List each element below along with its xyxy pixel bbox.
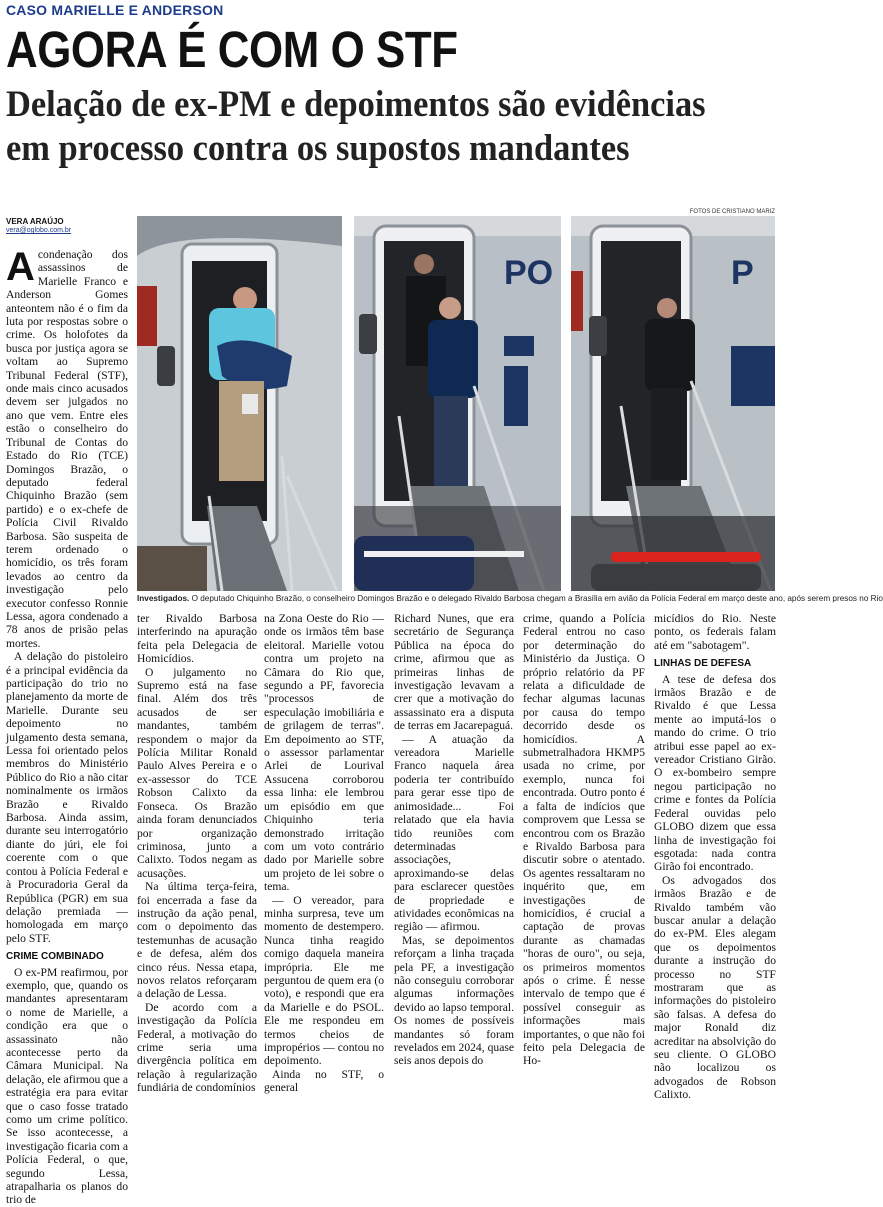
- headline: AGORA É COM O STF: [6, 21, 458, 78]
- paragraph: crime, quando a Polícia Federal entrou no caso por determinação do Ministério da Justiça. O próprio relatório da PF relata a dificuldade de fechar algumas lacunas por causa do tempo decorrido desde os homicídios. A submetralhadora HKMP5 usada no crime, por exemplo, nunca foi encontrada. Outro ponto é a falta de indícios que comprovem que Lessa se encontrou com os Brazão e Rivaldo Barbosa para discutir sobre o atentado. Os agentes ressaltaram no inquérito que, em investigações de homicídios, é crucial a captação de provas durante as chamadas "horas de ouro", ou seja, os primeiros momentos após o crime. É nesse intervalo de tempo que é possível conseguir as informações mais importantes, o que não foi feito pela Delegacia de Ho-: [523, 612, 645, 1068]
- section-heading-crime-combinado: CRIME COMBINADO: [6, 951, 104, 963]
- section-heading-linhas-de-defesa: LINHAS DE DEFESA: [654, 658, 752, 670]
- article-column-2: [137, 612, 257, 1095]
- paragraph: Na última terça-feira, foi encerrada a fase da instrução da ação penal, com o depoimento das testemunhas de acusação e de defesa, além dos cinco réus. Nessa etapa, novos relatos reforçaram a delação de Lessa.: [137, 880, 257, 1001]
- paragraph: A delação do pistoleiro é a principal evidência da participação do trio no planejamento da morte de Marielle. Durante seu depoimento no julgamento desta semana, Lessa foi orientado pelos membros do Ministério Público do Rio a não citar nominalmente os irmãos Brazão e Rivaldo Barbosa. Ainda assim, durante seu interrogatório diante do júri, ele foi coerente com o que contou à Polícia Federal e à Procuradoria Geral da República (PGR) em sua delação premiada — homologada em março pelo STF.: [6, 650, 128, 945]
- photo-rivaldo-barbosa: [571, 216, 775, 591]
- drop-cap: A: [6, 245, 35, 289]
- paragraph: A tese de defesa dos irmãos Brazão e de Rivaldo é que Lessa mente ao imputá-los o mando do crime. O trio atribui esse papel ao ex-vereador Cristiano Girão. O ex-bombeiro sempre negou participação no crime e fontes da Polícia Federal ouvidas pelo GLOBO dizem que essa linha de investigação foi esgotada: nada contra Girão foi encontrado.: [654, 672, 776, 874]
- paragraph: Ainda no STF, o general: [264, 1067, 384, 1095]
- photo-domingos-brazao: [354, 216, 561, 591]
- article-column-5: [523, 612, 645, 1068]
- paragraph-text: condenação dos assassinos de Marielle Franco e Anderson Gomes anteontem não é o fim da luta por respostas sobre o crime. Os holofotes da busca por justiça agora se voltam ao Supremo Tribunal Federal (STF), onde mais cinco acusados devem ser julgados no ano que vem. Entre eles estão o conselheiro do Tribunal de Contas do Estado do Rio (TCE) Domingos Brazão, o deputado federal Chiquinho Brazão (sem partido) e o ex-chefe de Polícia Civil Rivaldo Barbosa. São suspeita de terem ordenado o homicídio, os três foram levados ao centro da investigação pelo executor confesso Ronnie Lessa, agora condenado a 78 anos de prisão pelas mortes.: [6, 248, 128, 650]
- paragraph: O ex-PM reafirmou, por exemplo, que, quando os mandantes apresentaram o nome de Marielle, a condição era que o assassinato não acontecesse perto da Câmara Municipal. Na delação, ele afirmou que a estratégia era para evitar que o caso fosse tratado como um crime político. Se isso acontecesse, a investigação ficaria com a Polícia Federal, o que, segundo Lessa, atrapalharia os planos do trio de: [6, 965, 128, 1207]
- paragraph: Richard Nunes, que era secretário de Segurança Pública na época do crime, afirmou que as primeiras linhas de investigação levavam a crer que a motivação do assassinato era a disputa de terras em Jacarepaguá.: [394, 612, 514, 733]
- byline-author: VERA ARAÚJO: [6, 217, 64, 226]
- article-column-6: [654, 612, 776, 1102]
- paragraph: — A atuação da vereadora Marielle Franco naquela área poderia ter contribuído para gerar esse tipo de animosidade... Foi relatado que ela havia tido reuniões com determinadas associações, aproximando-se delas para esclarecer questões de propriedade e atividades econômicas na região — afirmou.: [394, 732, 514, 934]
- plane-text: PO: [504, 254, 554, 292]
- article-column-1: [6, 245, 128, 1207]
- paragraph: De acordo com a investigação da Polícia Federal, a motivação do crime seria uma divergência política em relação à regularização fundiária de condomínios: [137, 1000, 257, 1095]
- paragraph: ter Rivaldo Barbosa interferindo na apuração feita pela Delegacia de Homicídios.: [137, 612, 257, 666]
- article-column-4: [394, 612, 514, 1068]
- paragraph: Mas, se depoimentos reforçam a linha traçada pela PF, a investigação não conseguiu corroborar algumas informações devido ao lapso temporal. Os nomes de possíveis mandantes só foram revelados em 2024, quase seis anos depois do: [394, 933, 514, 1068]
- photo-caption: [137, 593, 883, 604]
- paragraph: — O vereador, para minha surpresa, teve um momento de destempero. Nunca tinha reagido comigo daquela maneira imprópria. Ele me perguntou de quem era (o voto), e respondi que era da Marielle e do PSOL. Ele me respondeu em termos cheios de impropérios — contou no depoimento.: [264, 893, 384, 1068]
- caption-text: O deputado Chiquinho Brazão, o conselheiro Domingos Brazão e o delegado Rivaldo Barbosa chegam a Brasília em avião da Polícia Federal em março deste ano, após serem presos no Rio: [189, 594, 883, 603]
- paragraph: O julgamento no Supremo está na fase final. Além dos três acusados de ser mandantes, também respondem o major da Polícia Militar Ronald Paulo Alves Pereira e o ex-assessor do TCE Robson Calixto da Fonseca. Os Brazão ainda foram denunciados por organização criminosa, junto a Calixto. Todos negam as acusações.: [137, 665, 257, 880]
- paragraph: Os advogados dos irmãos Brazão e de Rivaldo também vão buscar anular a delação do ex-PM. Eles alegam que os depoimentos durante a instrução do processo no STF mostraram que as informações do pistoleiro são falsas. A defesa do major Ronald diz acreditar na absolvição do seu cliente. O GLOBO não localizou os advogados de Robson Calixto.: [654, 873, 776, 1102]
- caption-lead: Investigados.: [137, 594, 190, 603]
- photo-credit: FOTOS DE CRISTIANO MARIZ: [689, 209, 775, 215]
- paragraph: [6, 245, 128, 650]
- photo-chiquinho-brazao: [137, 216, 342, 591]
- byline-email[interactable]: vera@oglobo.com.br: [6, 227, 72, 234]
- paragraph: na Zona Oeste do Rio — onde os irmãos têm base eleitoral. Marielle votou contra um projeto na Câmara do Rio que, segundo a PF, favorecia "processos de especulação imobiliária e de grilagem de terras". Em depoimento ao STF, o assessor parlamentar Arlei de Lourival Assucena corroborou essa linha: ele lembrou um episódio em que Chiquinho teria demonstrado irritação com um voto contrário dado por Marielle sobre um projeto de lei sobre o tema.: [264, 612, 384, 894]
- subheadline: Delação de ex-PM e depoimentos são evidências em processo contra os supostos mandantes: [6, 84, 706, 169]
- article-column-3: [264, 612, 384, 1095]
- paragraph: micídios do Rio. Neste ponto, os federais falam até em "sabotagem".: [654, 612, 776, 652]
- section-label: CASO MARIELLE E ANDERSON: [6, 2, 224, 18]
- plane-text: P: [731, 254, 754, 292]
